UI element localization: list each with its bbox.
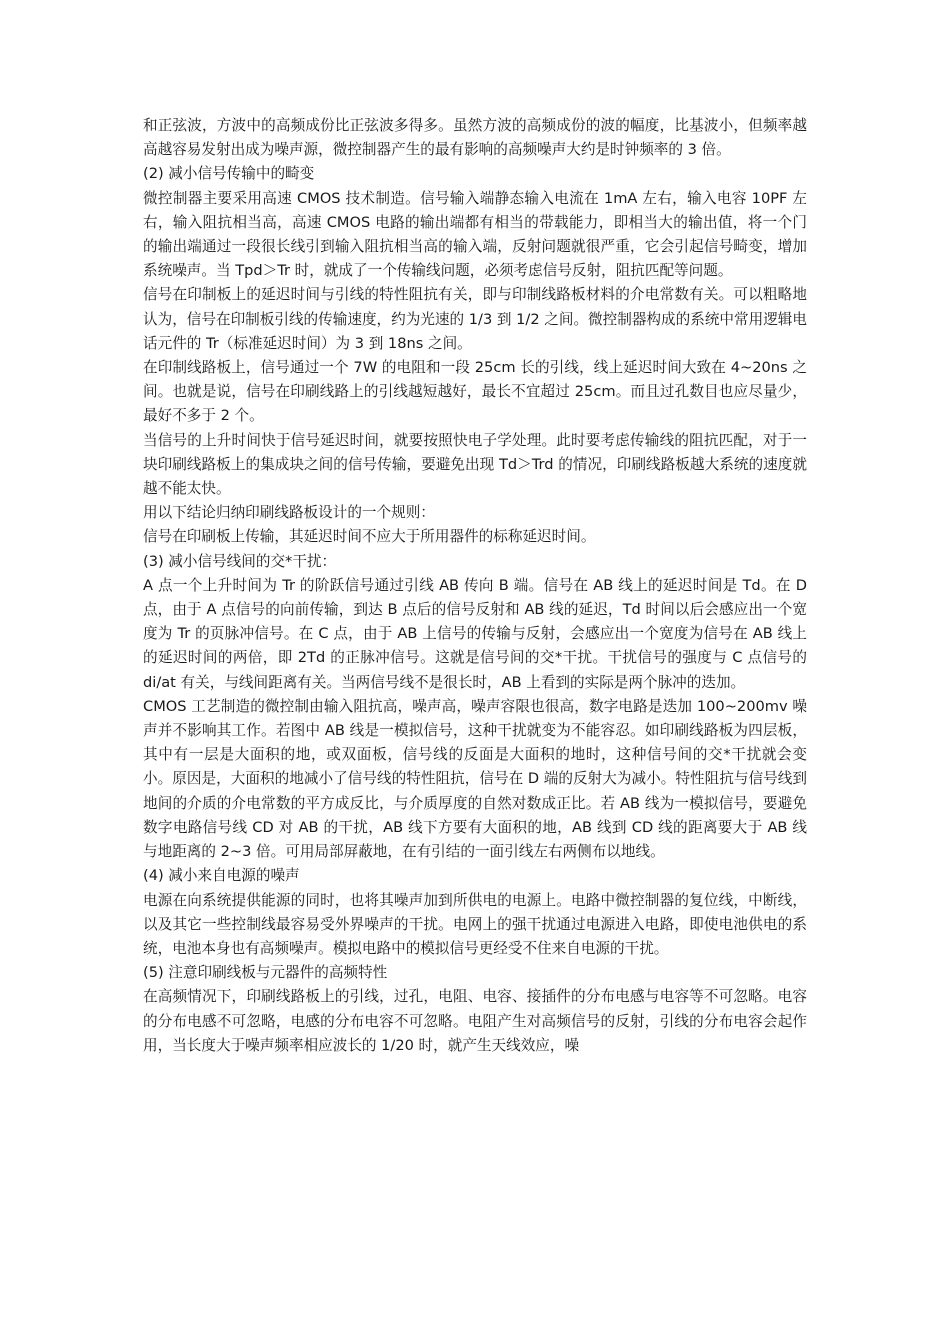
section-heading-4: (4) 减小来自电源的噪声 (143, 867, 300, 885)
paragraph-rule: 信号在印刷板上传输，其延迟时间不应大于所用器件的标称延迟时间。 (143, 528, 596, 546)
paragraph-high-frequency: 在高频情况下，印刷线路板上的引线，过孔，电阻、电容、接插件的分布电感与电容等不可忽略。电容的分布电感不可忽略，电感的分布电容不可忽略。电阻产生对高频信号的反射，引线的分布电容会起作用，当长度大于噪声频率相应波长的 1/20 时，就产生天线效应，噪 (143, 988, 807, 1054)
paragraph-power-noise: 电源在向系统提供能源的同时，也将其噪声加到所供电的电源上。电路中微控制器的复位线，中断线，以及其它一些控制线最容易受外界噪声的干扰。电网上的强干扰通过电源进入电路，即使电池供电的系统，电池本身也有高频噪声。模拟电路中的模拟信号更经受不住来自电源的干扰。 (143, 891, 807, 957)
document-body (143, 114, 807, 1058)
paragraph-crosstalk: A 点一个上升时间为 Tr 的阶跃信号通过引线 AB 传向 B 端。信号在 AB 线上的延迟时间是 Td。在 D 点，由于 A 点信号的向前传输，到达 B 点后的信号反射和 AB 线的延迟，Td 时间以后会感应出一个宽度为 Tr 的页脉冲信号。在 C 点，由于 AB 上信号的传输与反射，会感应出一个宽度为信号在 AB 线上的延迟时间的两倍，即 2Td 的正脉冲信号。这就是信号间的交*干扰。干扰信号的强度与 C 点信号的 di/at 有关，与线间距离有关。当两信号线不是很长时，AB 上看到的实际是两个脉冲的迭加。 (143, 576, 807, 691)
paragraph-delay-time: 信号在印制板上的延迟时间与引线的特性阻抗有关，即与印制线路板材料的介电常数有关。可以粗略地认为，信号在印制板引线的传输速度，约为光速的 1/3 到 1/2 之间。微控制器构成的系统中常用逻辑电话元件的 Tr（标准延迟时间）为 3 到 18ns 之间。 (143, 286, 807, 352)
paragraph-cmos-noise: CMOS 工艺制造的微控制由输入阻抗高，噪声高，噪声容限也很高，数字电路是迭加 100~200mv 噪声并不影响其工作。若图中 AB 线是一模拟信号，这种干扰就变为不能容忍。如印刷线路板为四层板，其中有一层是大面积的地，或双面板，信号线的反面是大面积的地时，这种信号间的交*干扰就会变小。原因是，大面积的地减小了信号线的特性阻抗，信号在 D 端的反射大为减小。特性阻抗与信号线到地间的介质的介电常数的平方成反比，与介质厚度的自然对数成正比。若 AB 线为一模拟信号，要避免数字电路信号线 CD 对 AB 的干扰，AB 线下方要有大面积的地，AB 线到 CD 线的距离要大于 AB 线与地距离的 2~3 倍。可用局部屏蔽地，在有引结的一面引线左右两侧布以地线。 (143, 697, 807, 861)
section-heading-3: (3) 减小信号线间的交*干扰： (143, 552, 337, 570)
paragraph-cmos-reflection: 微控制器主要采用高速 CMOS 技术制造。信号输入端静态输入电流在 1mA 左右，输入电容 10PF 左右，输入阻抗相当高，高速 CMOS 电路的输出端都有相当的带载能力，即相当大的输出值，将一个门的输出端通过一段很长线引到输入阻抗相当高的输入端，反射问题就很严重，它会引起信号畸变，增加系统噪声。当 Tpd＞Tr 时，就成了一个传输线问题，必须考虑信号反射，阻抗匹配等问题。 (143, 189, 807, 280)
paragraph-square-wave: 和正弦波，方波中的高频成份比正弦波多得多。虽然方波的高频成份的波的幅度，比基波小，但频率越高越容易发射出成为噪声源，微控制器产生的最有影响的高频噪声大约是时钟频率的 3 倍。 (143, 117, 807, 159)
paragraph-fast-electronics: 当信号的上升时间快于信号延迟时间，就要按照快电子学处理。此时要考虑传输线的阻抗匹配，对于一块印刷线路板上的集成块之间的信号传输，要避免出现 Td＞Trd 的情况，印刷线路板越大系统的速度就越不能太快。 (143, 431, 807, 498)
paragraph-trace-length: 在印制线路板上，信号通过一个 7W 的电阻和一段 25cm 长的引线，线上延迟时间大致在 4~20ns 之间。也就是说，信号在印刷线路上的引线越短越好，最长不宜超过 25cm。而且过孔数目也应尽量少，最好不多于 2 个。 (143, 359, 807, 425)
paragraph-rule-intro: 用以下结论归纳印刷线路板设计的一个规则： (143, 504, 435, 522)
section-heading-2: (2) 减小信号传输中的畸变 (143, 165, 315, 183)
section-heading-5: (5) 注意印刷线板与元器件的高频特性 (143, 964, 388, 982)
